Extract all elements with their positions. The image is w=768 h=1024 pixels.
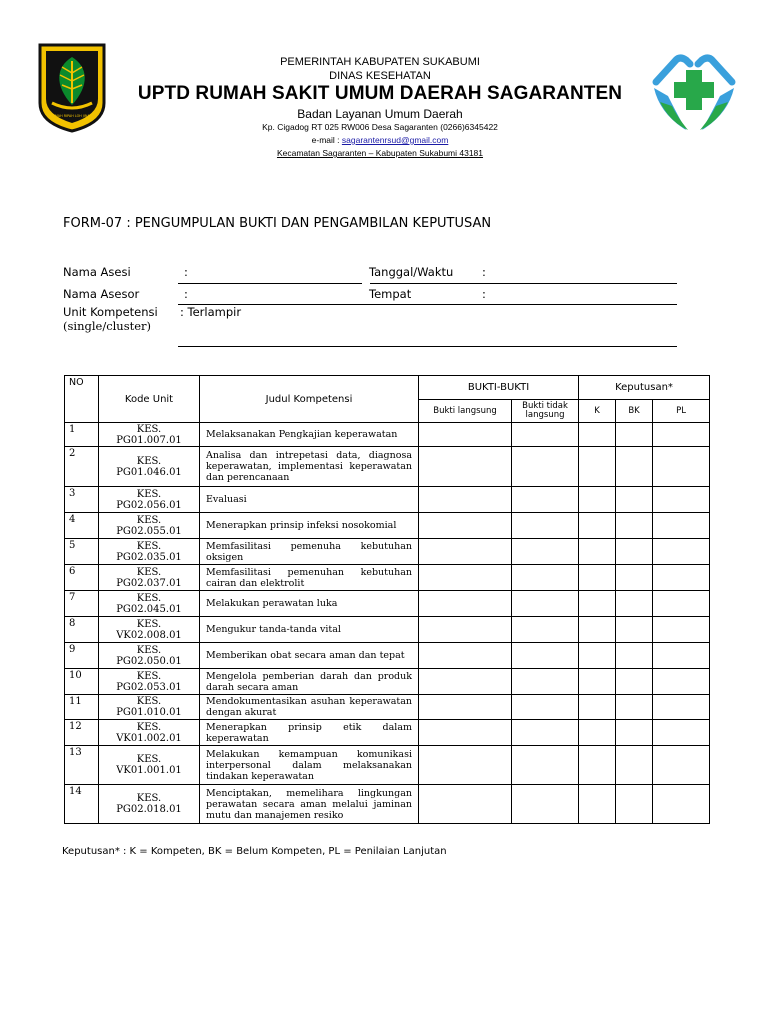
keputusan-k-cell[interactable] bbox=[579, 720, 616, 746]
row-no: 3 bbox=[65, 487, 99, 513]
row-judul-kompetensi: Memfasilitasi pemenuha kebutuhan oksigen bbox=[200, 539, 419, 565]
kode-prefix: KES. bbox=[136, 540, 162, 552]
row-judul-kompetensi: Evaluasi bbox=[200, 487, 419, 513]
col-header-k: K bbox=[579, 400, 616, 423]
email-link[interactable]: sagarantenrsud@gmail.com bbox=[341, 135, 449, 145]
keputusan-pl-cell[interactable] bbox=[653, 617, 710, 643]
keputusan-bk-cell[interactable] bbox=[616, 695, 653, 720]
row-kode-unit bbox=[99, 513, 200, 539]
row-judul-kompetensi: Menerapkan prinsip infeksi nosokomial bbox=[200, 513, 419, 539]
row-kode-unit bbox=[99, 720, 200, 746]
tanggal-waktu-label: Tanggal/Waktu bbox=[369, 265, 454, 279]
keputusan-pl-cell[interactable] bbox=[653, 669, 710, 695]
row-no: 12 bbox=[65, 720, 99, 746]
bukti-langsung-cell[interactable] bbox=[419, 447, 512, 487]
row-judul-kompetensi: Mendokumentasikan asuhan keperawatan dengan akurat bbox=[200, 695, 419, 720]
keputusan-bk-cell[interactable] bbox=[616, 669, 653, 695]
kode-number: PG02.018.01 bbox=[116, 804, 182, 815]
hospital-district: Kecamatan Sagaranten – Kabupaten Sukabumi 43181 bbox=[276, 148, 484, 158]
keputusan-k-cell[interactable] bbox=[579, 487, 616, 513]
keputusan-pl-cell[interactable] bbox=[653, 720, 710, 746]
unit-kompetensi-value: : Terlampir bbox=[180, 305, 242, 319]
bukti-tidak-langsung-cell[interactable] bbox=[512, 746, 579, 785]
tanggal-waktu-colon: : bbox=[482, 265, 486, 279]
nama-asesor-line[interactable] bbox=[178, 304, 677, 305]
row-kode-unit bbox=[99, 695, 200, 720]
keputusan-k-cell[interactable] bbox=[579, 423, 616, 447]
kode-prefix: KES. bbox=[136, 592, 162, 604]
row-judul-kompetensi: Memberikan obat secara aman dan tepat bbox=[200, 643, 419, 669]
hospital-subtitle: Badan Layanan Umum Daerah bbox=[297, 107, 463, 121]
keputusan-bk-cell[interactable] bbox=[616, 591, 653, 617]
nama-asesi-line[interactable] bbox=[178, 283, 362, 284]
col-header-bk: BK bbox=[616, 400, 653, 423]
bukti-tidak-langsung-cell[interactable] bbox=[512, 423, 579, 447]
kode-prefix: KES. bbox=[136, 793, 162, 804]
table-row bbox=[65, 720, 710, 746]
kode-prefix: KES. bbox=[136, 455, 162, 467]
bukti-langsung-cell[interactable] bbox=[419, 695, 512, 720]
bukti-tidak-langsung-cell[interactable] bbox=[512, 447, 579, 487]
row-no: 2 bbox=[65, 447, 99, 487]
row-no: 8 bbox=[65, 617, 99, 643]
row-no: 5 bbox=[65, 539, 99, 565]
kode-prefix: KES. bbox=[136, 423, 162, 435]
keputusan-k-cell[interactable] bbox=[579, 617, 616, 643]
keputusan-k-cell[interactable] bbox=[579, 695, 616, 720]
table-row bbox=[65, 669, 710, 695]
email-label: e-mail : bbox=[311, 135, 342, 145]
kode-number: PG01.010.01 bbox=[116, 707, 182, 718]
bukti-tidak-langsung-cell[interactable] bbox=[512, 720, 579, 746]
bukti-tidak-langsung-cell[interactable] bbox=[512, 591, 579, 617]
kode-prefix: KES. bbox=[136, 696, 162, 707]
keputusan-pl-cell[interactable] bbox=[653, 539, 710, 565]
table-row bbox=[65, 746, 710, 785]
bukti-langsung-cell[interactable] bbox=[419, 565, 512, 591]
keputusan-k-cell[interactable] bbox=[579, 746, 616, 785]
keputusan-k-cell[interactable] bbox=[579, 669, 616, 695]
bukti-tidak-langsung-cell[interactable] bbox=[512, 617, 579, 643]
row-kode-unit bbox=[99, 539, 200, 565]
keputusan-k-cell[interactable] bbox=[579, 643, 616, 669]
keputusan-bk-cell[interactable] bbox=[616, 447, 653, 487]
keputusan-bk-cell[interactable] bbox=[616, 539, 653, 565]
bukti-langsung-cell[interactable] bbox=[419, 669, 512, 695]
keputusan-bk-cell[interactable] bbox=[616, 785, 653, 824]
bukti-tidak-langsung-cell[interactable] bbox=[512, 643, 579, 669]
kode-number: VK02.008.01 bbox=[116, 629, 182, 641]
row-no: 6 bbox=[65, 565, 99, 591]
keputusan-k-cell[interactable] bbox=[579, 591, 616, 617]
row-kode-unit bbox=[99, 643, 200, 669]
row-kode-unit bbox=[99, 447, 200, 487]
svg-text:GEMAH RIPAH LOH JINAWI: GEMAH RIPAH LOH JINAWI bbox=[50, 114, 94, 118]
col-header-judul: Judul Kompetensi bbox=[200, 376, 419, 423]
kode-number: PG01.046.01 bbox=[116, 466, 182, 478]
row-judul-kompetensi: Menciptakan, memelihara lingkungan perawatan secara aman melalui jaminan mutu dan manajemen resiko bbox=[200, 785, 419, 824]
row-kode-unit bbox=[99, 591, 200, 617]
keputusan-k-cell[interactable] bbox=[579, 565, 616, 591]
row-judul-kompetensi: Melakukan perawatan luka bbox=[200, 591, 419, 617]
row-judul-kompetensi: Analisa dan intrepetasi data, diagnosa keperawatan, implementasi keperawatan dan perencanaan bbox=[200, 447, 419, 487]
kode-prefix: KES. bbox=[136, 566, 162, 578]
keputusan-pl-cell[interactable] bbox=[653, 643, 710, 669]
table-row bbox=[65, 695, 710, 720]
kode-number: PG01.007.01 bbox=[116, 434, 182, 446]
kode-number: PG02.050.01 bbox=[116, 655, 182, 667]
department-name: DINAS KESEHATAN bbox=[329, 70, 431, 82]
kode-number: PG02.056.01 bbox=[116, 499, 182, 511]
keputusan-bk-cell[interactable] bbox=[616, 487, 653, 513]
kabupaten-sukabumi-logo bbox=[38, 43, 106, 133]
nama-asesor-label: Nama Asesor bbox=[63, 287, 140, 301]
health-cross-logo bbox=[646, 52, 742, 134]
row-no: 13 bbox=[65, 746, 99, 785]
table-row bbox=[65, 487, 710, 513]
bukti-langsung-cell[interactable] bbox=[419, 487, 512, 513]
keputusan-pl-cell[interactable] bbox=[653, 695, 710, 720]
nama-asesi-colon: : bbox=[184, 265, 188, 279]
keputusan-pl-cell[interactable] bbox=[653, 513, 710, 539]
row-judul-kompetensi: Melakukan kemampuan komunikasi interpersonal dalam melaksanakan tindakan keperawatan bbox=[200, 746, 419, 785]
row-judul-kompetensi: Memfasilitasi pemenuhan kebutuhan cairan dan elektrolit bbox=[200, 565, 419, 591]
table-row bbox=[65, 565, 710, 591]
kode-prefix: KES. bbox=[136, 721, 162, 733]
row-judul-kompetensi: Menerapkan prinsip etik dalam keperawatan bbox=[200, 720, 419, 746]
table-row bbox=[65, 643, 710, 669]
bukti-langsung-cell[interactable] bbox=[419, 423, 512, 447]
row-judul-kompetensi: Melaksanakan Pengkajian keperawatan bbox=[200, 423, 419, 447]
keputusan-pl-cell[interactable] bbox=[653, 565, 710, 591]
nama-asesi-label: Nama Asesi bbox=[63, 265, 131, 279]
hospital-name: UPTD RUMAH SAKIT UMUM DAERAH SAGARANTEN bbox=[137, 83, 623, 104]
kode-prefix: KES. bbox=[136, 618, 162, 630]
keputusan-bk-cell[interactable] bbox=[616, 423, 653, 447]
col-header-kode: Kode Unit bbox=[99, 376, 200, 423]
kode-number: PG02.055.01 bbox=[116, 525, 182, 537]
bukti-langsung-cell[interactable] bbox=[419, 643, 512, 669]
row-no: 10 bbox=[65, 669, 99, 695]
bukti-tidak-langsung-cell[interactable] bbox=[512, 669, 579, 695]
kode-prefix: KES. bbox=[136, 514, 162, 526]
footer-note: Keputusan* : K = Kompeten, BK = Belum Kompeten, PL = Penilaian Lanjutan bbox=[62, 846, 447, 857]
bukti-langsung-cell[interactable] bbox=[419, 720, 512, 746]
kode-prefix: KES. bbox=[136, 754, 162, 765]
keputusan-bk-cell[interactable] bbox=[616, 565, 653, 591]
col-header-keputusan: Keputusan* bbox=[579, 376, 710, 400]
col-header-bukti: BUKTI-BUKTI bbox=[419, 376, 579, 400]
kode-prefix: KES. bbox=[136, 488, 162, 500]
bukti-tidak-langsung-cell[interactable] bbox=[512, 695, 579, 720]
row-kode-unit bbox=[99, 487, 200, 513]
bukti-tidak-langsung-cell[interactable] bbox=[512, 785, 579, 824]
table-row bbox=[65, 617, 710, 643]
hospital-email-line bbox=[110, 135, 650, 145]
kode-number: PG02.037.01 bbox=[116, 577, 182, 589]
col-header-bukti-tidak-langsung: Bukti tidak langsung bbox=[512, 400, 579, 423]
row-no: 4 bbox=[65, 513, 99, 539]
bukti-tidak-langsung-cell[interactable] bbox=[512, 487, 579, 513]
keputusan-pl-cell[interactable] bbox=[653, 746, 710, 785]
table-row bbox=[65, 423, 710, 447]
keputusan-pl-cell[interactable] bbox=[653, 423, 710, 447]
row-no: 1 bbox=[65, 423, 99, 447]
keputusan-bk-cell[interactable] bbox=[616, 643, 653, 669]
kode-number: VK01.002.01 bbox=[116, 732, 182, 744]
kode-number: VK01.001.01 bbox=[116, 765, 182, 776]
row-judul-kompetensi: Mengelola pemberian darah dan produk darah secara aman bbox=[200, 669, 419, 695]
keputusan-k-cell[interactable] bbox=[579, 539, 616, 565]
keputusan-bk-cell[interactable] bbox=[616, 617, 653, 643]
row-no: 14 bbox=[65, 785, 99, 824]
bukti-tidak-langsung-cell[interactable] bbox=[512, 539, 579, 565]
bukti-langsung-cell[interactable] bbox=[419, 513, 512, 539]
row-kode-unit bbox=[99, 565, 200, 591]
tanggal-waktu-line[interactable] bbox=[370, 283, 677, 284]
bukti-langsung-cell[interactable] bbox=[419, 591, 512, 617]
keputusan-pl-cell[interactable] bbox=[653, 447, 710, 487]
bukti-langsung-cell[interactable] bbox=[419, 746, 512, 785]
bukti-langsung-cell[interactable] bbox=[419, 539, 512, 565]
bukti-tidak-langsung-cell[interactable] bbox=[512, 513, 579, 539]
bukti-tidak-langsung-cell[interactable] bbox=[512, 565, 579, 591]
keputusan-bk-cell[interactable] bbox=[616, 513, 653, 539]
unit-kompetensi-line[interactable] bbox=[178, 346, 677, 347]
keputusan-k-cell[interactable] bbox=[579, 513, 616, 539]
row-no: 9 bbox=[65, 643, 99, 669]
unit-kompetensi-label: Unit Kompetensi bbox=[63, 305, 158, 319]
row-kode-unit bbox=[99, 423, 200, 447]
keputusan-bk-cell[interactable] bbox=[616, 720, 653, 746]
tempat-label: Tempat bbox=[369, 287, 412, 301]
keputusan-bk-cell[interactable] bbox=[616, 746, 653, 785]
table-row bbox=[65, 513, 710, 539]
row-kode-unit bbox=[99, 617, 200, 643]
table-row bbox=[65, 591, 710, 617]
row-kode-unit bbox=[99, 785, 200, 824]
col-header-no: NO bbox=[65, 376, 99, 423]
bukti-langsung-cell[interactable] bbox=[419, 617, 512, 643]
kode-prefix: KES. bbox=[136, 644, 162, 656]
nama-asesor-colon: : bbox=[184, 287, 188, 301]
kode-number: PG02.053.01 bbox=[116, 681, 182, 693]
table-row bbox=[65, 447, 710, 487]
keputusan-pl-cell[interactable] bbox=[653, 591, 710, 617]
kode-number: PG02.035.01 bbox=[116, 551, 182, 563]
kode-prefix: KES. bbox=[136, 670, 162, 682]
competency-table bbox=[64, 375, 710, 824]
keputusan-pl-cell[interactable] bbox=[653, 487, 710, 513]
col-header-bukti-langsung: Bukti langsung bbox=[419, 400, 512, 423]
col-header-pl: PL bbox=[653, 400, 710, 423]
unit-kompetensi-sub: (single/cluster) bbox=[63, 319, 152, 333]
row-judul-kompetensi: Mengukur tanda-tanda vital bbox=[200, 617, 419, 643]
row-kode-unit bbox=[99, 669, 200, 695]
row-no: 7 bbox=[65, 591, 99, 617]
table-row bbox=[65, 785, 710, 824]
keputusan-k-cell[interactable] bbox=[579, 447, 616, 487]
form-title: FORM-07 : PENGUMPULAN BUKTI DAN PENGAMBILAN KEPUTUSAN bbox=[63, 216, 492, 231]
hospital-address: Kp. Cigadog RT 025 RW006 Desa Sagaranten (0266)6345422 bbox=[262, 122, 498, 132]
keputusan-pl-cell[interactable] bbox=[653, 785, 710, 824]
tempat-colon: : bbox=[482, 287, 486, 301]
kode-number: PG02.045.01 bbox=[116, 603, 182, 615]
row-no: 11 bbox=[65, 695, 99, 720]
government-name: PEMERINTAH KABUPATEN SUKABUMI bbox=[280, 56, 480, 68]
keputusan-k-cell[interactable] bbox=[579, 785, 616, 824]
bukti-langsung-cell[interactable] bbox=[419, 785, 512, 824]
table-row bbox=[65, 539, 710, 565]
row-kode-unit bbox=[99, 746, 200, 785]
